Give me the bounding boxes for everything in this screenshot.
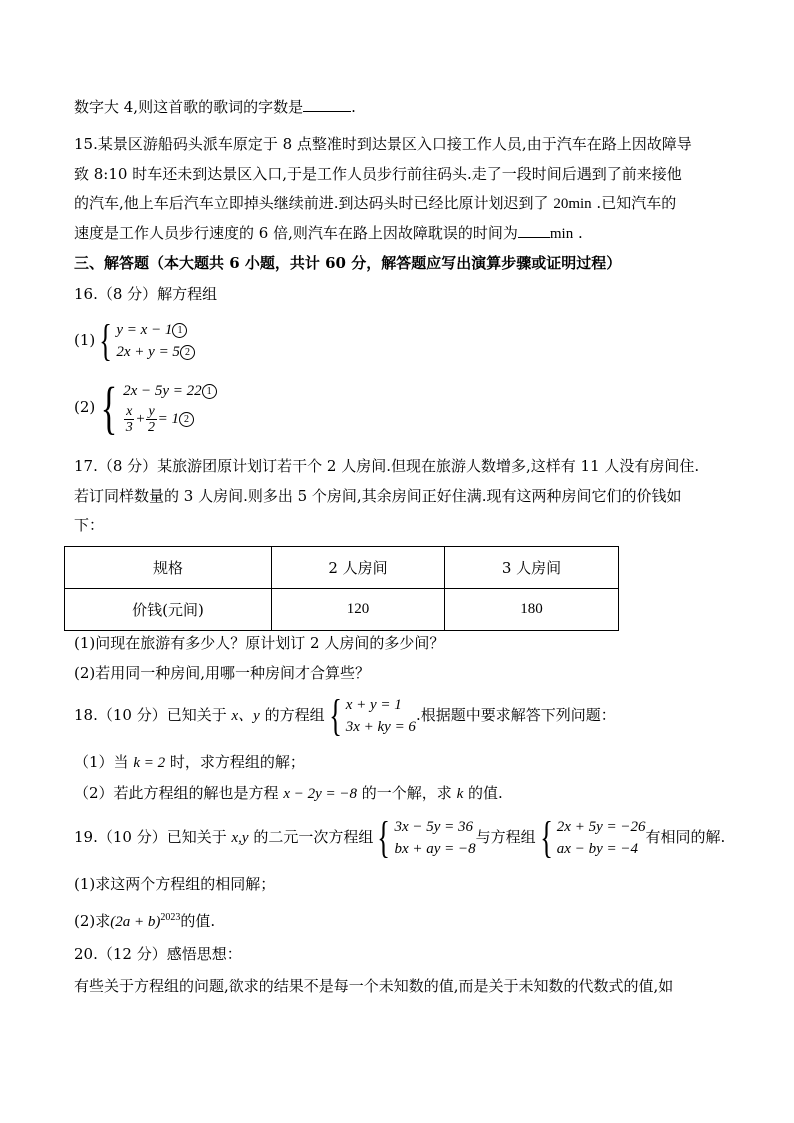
q15-line-4: 速度是工作人员步行速度的 6 倍,则汽车在路上因故障耽误的时间为 min . (74, 224, 583, 242)
q20-line-2: 有些关于方程组的问题,欲求的结果不是每一个未知数的值,而是关于未知数的代数式的值,如 (74, 977, 674, 995)
q17-line-3: 下： (74, 516, 105, 534)
answer-blank[interactable] (518, 223, 550, 238)
q18-title: 18.（10 分）已知关于 x、y 的方程组{ x + y = 1 3x + ky = 6 .根据题中要求解答下列问题： (74, 691, 616, 740)
q15-line-2: 致 8:10 时车还未到达景区入口,于是工作人员步行前往码头.走了一段时间后遇到了前来接他 (74, 165, 682, 183)
q17-sub1: (1)问现在旅游有多少人？原计划订 2 人房间的多少间？ (74, 634, 445, 652)
q20-title: 20.（12 分）感悟思想： (74, 945, 242, 963)
section-3-heading: 三、解答题（本大题共 6 小题，共计 60 分，解答题应写出演算步骤或证明过程） (74, 254, 622, 272)
q16-title: 16.（8 分）解方程组 (74, 285, 218, 303)
q18-sub2: （2）若此方程组的解也是方程 x − 2y = −8 的一个解，求 k 的值. (74, 784, 503, 802)
table-row (65, 589, 619, 631)
q19-sub1: (1)求这两个方程组的相同解； (74, 875, 276, 893)
q19-sub2: (2)求$(2a + b)^{2023}$的值. (74, 912, 216, 930)
table-cell: 120 (272, 589, 445, 631)
table-header-row (65, 547, 619, 589)
price-table (64, 546, 619, 631)
q16-part2: (2){ 2x − 5y = 22 1 $\frac{x}{3}$ + $\frac{y}{2}$ = 1 2 (74, 377, 217, 437)
q14-tail: 数字大 4,则这首歌的歌词的字数是 . (74, 98, 356, 116)
q17-line-1: 17.（8 分）某旅游团原计划订若干个 2 人房间.但现在旅游人数增多,这样有 11 人没有房间住. (74, 457, 700, 475)
q17-sub2: (2)若用同一种房间,用哪一种房间才合算些？ (74, 664, 371, 682)
table-cell: 价钱(元间) (65, 589, 272, 631)
answer-blank[interactable] (303, 97, 351, 112)
q19-title: 19.（10 分）已知关于 x,y 的二元一次方程组{ 3x − 5y = 36 bx + ay = −8 与方程组{ 2x + 5y = −26 ax − by = −4 有相同的解. (74, 813, 726, 862)
q15-line-3: 的汽车,他上车后汽车立即掉头继续前进.到达码头时已经比原计划迟到了 20min .已知汽车的 (74, 194, 677, 212)
q18-sub1: （1）当 k = 2 时，求方程组的解； (74, 753, 305, 771)
table-cell: 3 人房间 (445, 547, 619, 589)
q17-line-2: 若订同样数量的 3 人房间.则多出 5 个房间,其余房间正好住满.现有这两种房间它们的价钱如 (74, 487, 682, 505)
q16-part1: (1){ y = x − 1 1 2x + y = 5 2 (74, 318, 195, 363)
table-cell: 180 (445, 589, 619, 631)
table-cell: 2 人房间 (272, 547, 445, 589)
table-cell: 规格 (65, 547, 272, 589)
q15-line-1: 15.某景区游船码头派车原定于 8 点整准时到达景区入口接工作人员,由于汽车在路上因故障导 (74, 135, 692, 153)
